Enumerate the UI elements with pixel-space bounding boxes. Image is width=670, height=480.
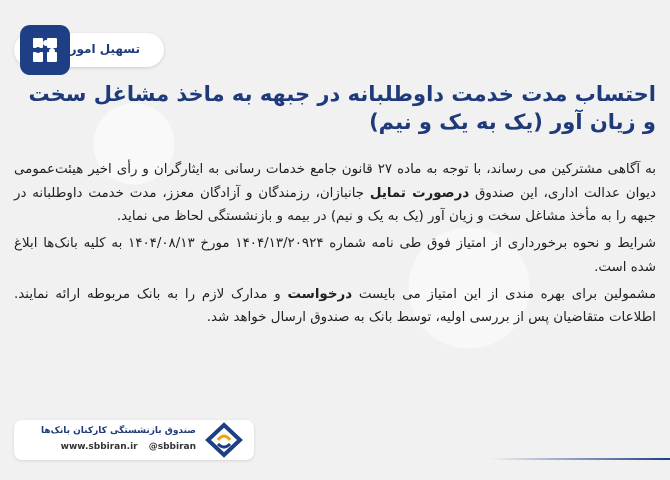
- article-body: [14, 158, 656, 333]
- page-title: احتساب مدت خدمت داوطلبانه در جبهه به ماخذ مشاغل سخت و زیان آور (یک به یک و نیم): [28, 82, 656, 134]
- sbbiran-logo-icon: [204, 422, 244, 458]
- footer-divider: [490, 458, 670, 460]
- badge-label: تسهیل امور: [69, 42, 140, 56]
- website-link[interactable]: www.sbbiran.ir: [60, 442, 138, 452]
- paragraph: مشمولین برای بهره مندی از این امتیاز می بایست درخواست و مدارک لازم را به بانک مربوطه ارائه نمایند. اطلاعات متقاضیان پس از بررسی اولیه، توسط بانک به صندوق ارسال خواهد شد.: [14, 286, 656, 326]
- paragraph: شرایط و نحوه برخورداری از امتیاز فوق طی نامه شماره ۱۴۰۴/۱۳/۲۰۹۲۴ مورخ ۱۴۰۴/۰۸/۱۳ به کلیه بانک‌ها ابلاغ شده است.: [14, 236, 656, 275]
- paragraph: به آگاهی مشترکین می رساند، با توجه به ماده ۲۷ قانون جامع خدمات رسانی به ایثارگران و رأی اخیر هیئت‌عمومی دیوان عدالت اداری، این صندوق درصورت تمایل جانبازان، رزمندگان و آزادگان معزز، مدت خدمت داوطلبانه در جبهه را به مأخذ مشاغل سخت و زیان آور (یک به یک و نیم) در بیمه و بازنشستگی لحاظ می نماید.: [14, 162, 656, 225]
- organization-name: صندوق بازنشستگی کارکنان بانک‌ها: [41, 426, 196, 436]
- puzzle-icon: [20, 25, 70, 75]
- contact-line: [53, 442, 196, 452]
- category-badge: [14, 33, 164, 67]
- footer-brand: [14, 420, 254, 460]
- social-handle[interactable]: @sbbiran: [148, 442, 196, 452]
